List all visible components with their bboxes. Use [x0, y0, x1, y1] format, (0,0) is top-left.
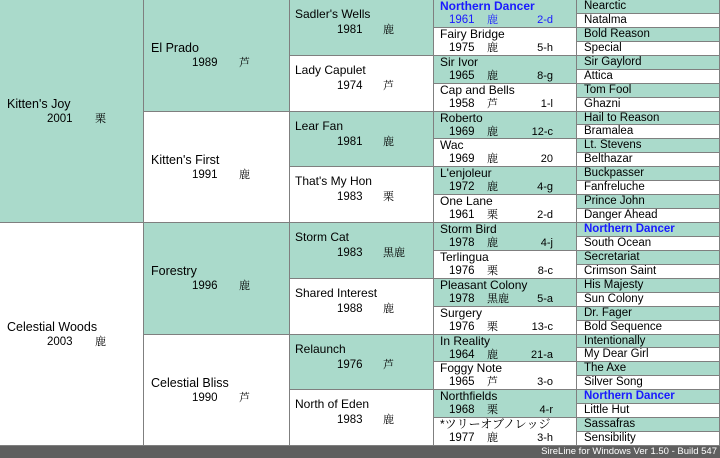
birth-year: 1983 — [337, 414, 363, 426]
family-number: 5-h — [537, 42, 553, 54]
status-bar — [0, 446, 720, 458]
horse-name: Relaunch — [295, 342, 346, 356]
horse-cell-gen5[interactable] — [577, 293, 720, 307]
horse-cell-gen4[interactable] — [434, 56, 577, 84]
horse-name: Celestial Woods — [7, 319, 98, 334]
horse-cell-gen5[interactable] — [577, 56, 720, 70]
horse-name: Attica — [584, 70, 613, 82]
horse-name: Bramalea — [584, 125, 634, 137]
coat-color: 鹿 — [487, 181, 498, 193]
horse-name: That's My Hon — [295, 174, 372, 188]
horse-cell-gen5[interactable] — [577, 139, 720, 153]
coat-color: 芦 — [383, 359, 394, 371]
horse-name: Fanfreluche — [584, 181, 645, 193]
horse-name: Sun Colony — [584, 293, 644, 305]
horse-name: Kitten's First — [151, 152, 220, 167]
horse-cell-gen5[interactable] — [577, 181, 720, 195]
horse-cell-gen2[interactable] — [144, 112, 290, 223]
horse-cell-gen5[interactable] — [577, 418, 720, 432]
horse-name: Celestial Bliss — [151, 375, 229, 390]
horse-name: Lady Capulet — [295, 63, 366, 77]
birth-year: 1981 — [337, 136, 363, 148]
coat-color: 鹿 — [487, 70, 498, 82]
horse-name: El Prado — [151, 41, 199, 55]
horse-name: Danger Ahead — [584, 209, 658, 221]
birth-year: 1976 — [449, 321, 475, 333]
horse-cell-gen5[interactable] — [577, 112, 720, 125]
horse-cell-gen5[interactable] — [577, 307, 720, 321]
horse-name: Cap and Bells — [440, 83, 515, 97]
horse-name: Tom Fool — [584, 84, 632, 96]
coat-color: 鹿 — [239, 168, 250, 181]
birth-year: 1968 — [449, 404, 475, 416]
horse-cell-gen4[interactable] — [434, 307, 577, 335]
coat-color: 鹿 — [487, 14, 498, 26]
horse-cell-gen4[interactable] — [434, 195, 577, 223]
horse-name: Fairy Bridge — [440, 27, 505, 41]
horse-cell-gen5[interactable] — [577, 321, 720, 335]
birth-year: 1969 — [449, 126, 475, 138]
birth-year: 1972 — [449, 181, 475, 193]
horse-name: Special — [584, 42, 622, 54]
horse-name: Prince John — [584, 195, 645, 207]
horse-cell-gen5[interactable] — [577, 279, 720, 293]
horse-cell-gen2[interactable] — [144, 223, 290, 335]
horse-name: Roberto — [440, 111, 483, 125]
horse-name: Northern Dancer — [584, 223, 675, 235]
coat-color: 鹿 — [383, 136, 394, 148]
horse-cell-gen4[interactable] — [434, 362, 577, 390]
horse-name: Sensibility — [584, 432, 636, 444]
coat-color: 鹿 — [383, 24, 394, 36]
horse-name: Northern Dancer — [584, 390, 675, 402]
family-number: 8-c — [537, 265, 553, 277]
horse-name: *ツリーオブノレッジ — [440, 417, 551, 431]
birth-year: 1961 — [449, 209, 475, 221]
family-number: 4-j — [540, 237, 553, 249]
horse-name: Bold Sequence — [584, 321, 663, 333]
horse-cell-gen4[interactable] — [434, 390, 577, 418]
horse-cell-gen3[interactable] — [290, 112, 434, 167]
coat-color: 芦 — [383, 80, 394, 92]
horse-name: Kitten's Joy — [7, 96, 71, 111]
birth-year: 1983 — [337, 247, 363, 259]
horse-name: In Reality — [440, 334, 491, 348]
birth-year: 1983 — [337, 191, 363, 203]
birth-year: 1988 — [337, 303, 363, 315]
horse-cell-gen4[interactable] — [434, 139, 577, 167]
horse-cell-gen5[interactable] — [577, 251, 720, 265]
horse-cell-gen5[interactable] — [577, 223, 720, 237]
horse-cell-gen4[interactable] — [434, 0, 577, 28]
horse-name: Intentionally — [584, 335, 646, 347]
horse-cell-gen5[interactable] — [577, 0, 720, 14]
horse-cell-gen5[interactable] — [577, 70, 720, 84]
horse-name: L'enjoleur — [440, 166, 492, 180]
birth-year: 1996 — [192, 280, 218, 292]
horse-name: Secretariat — [584, 251, 640, 263]
family-number: 4-g — [537, 181, 553, 193]
horse-name: Natalma — [584, 14, 627, 26]
horse-cell-gen3[interactable] — [290, 279, 434, 335]
horse-name: Hail to Reason — [584, 112, 660, 124]
family-number: 13-c — [531, 321, 553, 333]
birth-year: 1961 — [449, 14, 475, 26]
horse-name: Little Hut — [584, 404, 630, 416]
horse-name: South Ocean — [584, 237, 652, 249]
family-number: 3-h — [537, 432, 553, 444]
birth-year: 1958 — [449, 98, 475, 110]
horse-name: Wac — [440, 138, 464, 152]
coat-color: 鹿 — [487, 42, 498, 54]
horse-cell-gen1[interactable] — [0, 223, 144, 446]
birth-year: 1976 — [337, 359, 363, 371]
family-number: 8-g — [537, 70, 553, 82]
horse-name: My Dear Girl — [584, 348, 649, 360]
horse-name: Ghazni — [584, 98, 621, 110]
horse-name: Surgery — [440, 306, 483, 320]
coat-color: 鹿 — [383, 414, 394, 426]
birth-year: 2003 — [47, 335, 73, 348]
horse-cell-gen5[interactable] — [577, 209, 720, 223]
horse-name: Forestry — [151, 264, 197, 278]
coat-color: 栗 — [487, 209, 498, 221]
horse-name: Sir Gaylord — [584, 56, 642, 68]
horse-cell-gen5[interactable] — [577, 335, 720, 348]
birth-year: 1976 — [449, 265, 475, 277]
coat-color: 栗 — [487, 404, 498, 416]
birth-year: 1964 — [449, 349, 475, 361]
coat-color: 芦 — [239, 57, 250, 69]
birth-year: 1981 — [337, 24, 363, 36]
horse-cell-gen4[interactable] — [434, 112, 577, 139]
horse-cell-gen3[interactable] — [290, 56, 434, 112]
horse-cell-gen3[interactable] — [290, 0, 434, 56]
horse-cell-gen5[interactable] — [577, 362, 720, 376]
horse-cell-gen4[interactable] — [434, 223, 577, 251]
coat-color: 栗 — [487, 321, 498, 333]
coat-color: 芦 — [487, 376, 498, 388]
family-number: 21-a — [530, 349, 553, 361]
horse-name: Terlingua — [440, 250, 489, 264]
horse-cell-gen5[interactable] — [577, 125, 720, 139]
horse-name: Lear Fan — [295, 119, 344, 133]
horse-cell-gen5[interactable] — [577, 84, 720, 98]
coat-color: 芦 — [487, 98, 498, 110]
horse-cell-gen5[interactable] — [577, 98, 720, 112]
horse-cell-gen5[interactable] — [577, 390, 720, 404]
family-number: 3-o — [537, 376, 553, 388]
birth-year: 1974 — [337, 80, 363, 92]
horse-cell-gen4[interactable] — [434, 28, 577, 56]
horse-name: Lt. Stevens — [584, 139, 642, 151]
family-number: 4-r — [539, 404, 553, 416]
horse-cell-gen5[interactable] — [577, 42, 720, 56]
horse-cell-gen3[interactable] — [290, 167, 434, 223]
horse-name: Shared Interest — [295, 286, 378, 300]
horse-cell-gen4[interactable] — [434, 418, 577, 446]
horse-cell-gen5[interactable] — [577, 167, 720, 181]
horse-name: Sassafras — [584, 418, 636, 430]
coat-color: 栗 — [487, 265, 498, 277]
horse-cell-gen5[interactable] — [577, 404, 720, 418]
horse-name: Northern Dancer — [440, 0, 535, 13]
horse-name: North of Eden — [295, 397, 370, 411]
horse-cell-gen4[interactable] — [434, 335, 577, 362]
birth-year: 1991 — [192, 168, 218, 181]
horse-name: Buckpasser — [584, 167, 645, 179]
horse-name: Silver Song — [584, 376, 643, 388]
horse-cell-gen1[interactable] — [0, 0, 144, 223]
family-number: 5-a — [537, 293, 553, 305]
horse-name: Nearctic — [584, 0, 627, 12]
horse-cell-gen3[interactable] — [290, 335, 434, 390]
horse-name: The Axe — [584, 362, 627, 374]
coat-color: 鹿 — [487, 237, 498, 249]
horse-cell-gen4[interactable] — [434, 84, 577, 112]
birth-year: 1965 — [449, 70, 475, 82]
coat-color: 鹿 — [487, 432, 498, 444]
horse-cell-gen4[interactable] — [434, 167, 577, 195]
birth-year: 1978 — [449, 293, 475, 305]
coat-color: 鹿 — [383, 303, 394, 315]
horse-cell-gen3[interactable] — [290, 390, 434, 446]
horse-name: One Lane — [440, 194, 493, 208]
coat-color: 鹿 — [487, 349, 498, 361]
horse-name: Storm Cat — [295, 230, 350, 244]
family-number: 20 — [540, 153, 553, 165]
horse-name: Northfields — [440, 389, 498, 403]
horse-cell-gen4[interactable] — [434, 251, 577, 279]
horse-cell-gen5[interactable] — [577, 153, 720, 167]
birth-year: 1975 — [449, 42, 475, 54]
coat-color: 黒鹿 — [487, 293, 509, 305]
family-number: 12-c — [531, 126, 553, 138]
family-number: 2-d — [537, 209, 553, 221]
family-number: 2-d — [537, 14, 553, 26]
horse-cell-gen2[interactable] — [144, 0, 290, 112]
coat-color: 黒鹿 — [383, 247, 405, 259]
coat-color: 鹿 — [487, 126, 498, 138]
coat-color: 鹿 — [487, 153, 498, 165]
horse-cell-gen3[interactable] — [290, 223, 434, 279]
horse-name: His Majesty — [584, 279, 644, 291]
horse-name: Sir Ivor — [440, 55, 479, 69]
horse-cell-gen5[interactable] — [577, 432, 720, 446]
coat-color: 栗 — [383, 191, 394, 203]
horse-name: Storm Bird — [440, 222, 497, 236]
birth-year: 1977 — [449, 432, 475, 444]
horse-cell-gen5[interactable] — [577, 14, 720, 28]
coat-color: 芦 — [239, 391, 250, 404]
horse-cell-gen5[interactable] — [577, 265, 720, 279]
horse-cell-gen2[interactable] — [144, 335, 290, 446]
horse-cell-gen5[interactable] — [577, 195, 720, 209]
horse-cell-gen4[interactable] — [434, 279, 577, 307]
birth-year: 1969 — [449, 153, 475, 165]
horse-cell-gen5[interactable] — [577, 348, 720, 362]
birth-year: 1990 — [192, 391, 218, 404]
birth-year: 1989 — [192, 57, 218, 69]
horse-cell-gen5[interactable] — [577, 237, 720, 251]
horse-name: Pleasant Colony — [440, 278, 528, 292]
horse-name: Foggy Note — [440, 361, 503, 375]
horse-cell-gen5[interactable] — [577, 376, 720, 390]
coat-color: 鹿 — [239, 280, 250, 292]
coat-color: 鹿 — [95, 335, 106, 348]
horse-name: Dr. Fager — [584, 307, 632, 319]
family-number: 1-l — [540, 98, 553, 110]
status-text: SireLine for Windows Ver 1.50 - Build 547 — [541, 446, 717, 457]
horse-name: Crimson Saint — [584, 265, 657, 277]
birth-year: 1978 — [449, 237, 475, 249]
horse-name: Bold Reason — [584, 28, 650, 40]
coat-color: 栗 — [95, 112, 106, 125]
horse-cell-gen5[interactable] — [577, 28, 720, 42]
horse-name: Sadler's Wells — [295, 7, 371, 21]
horse-name: Belthazar — [584, 153, 633, 165]
birth-year: 2001 — [47, 112, 73, 125]
birth-year: 1965 — [449, 376, 475, 388]
